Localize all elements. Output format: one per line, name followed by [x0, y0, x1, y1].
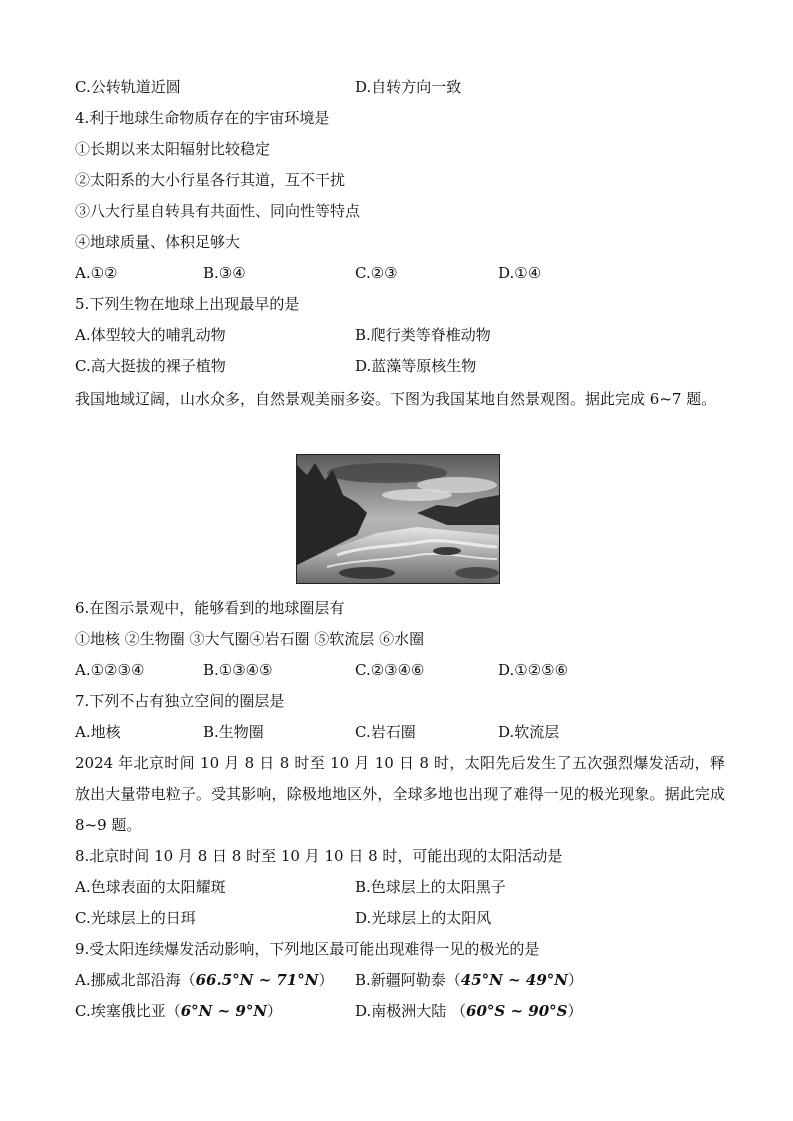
q4-option-b: B.③④	[203, 264, 246, 282]
q5-option-a: A.体型较大的哺乳动物	[75, 326, 226, 344]
intro-8-9: 2024 年北京时间 10 月 8 日 8 时至 10 月 10 日 8 时，太阳先后发生了五次强烈爆发活动，释放出大量带电粒子。受其影响，除极地地区外，全球多地也出现了难得一见的极光现象。据此完成 8~9 题。	[75, 754, 725, 834]
q6-option-d: D.①②⑤⑥	[498, 661, 569, 679]
q6-option-c: C.②③④⑥	[355, 661, 425, 679]
q3-options	[75, 77, 735, 97]
q9-option-b-label: B.新疆阿勒泰（	[355, 971, 461, 989]
q9-option-d	[355, 1001, 582, 1021]
q9-option-b	[355, 970, 583, 990]
q4-item-1: ①长期以来太阳辐射比较稳定	[75, 140, 271, 158]
q9-option-c	[75, 1001, 282, 1021]
q3-option-d: D.自转方向一致	[355, 78, 462, 96]
q4-stem: 4.利于地球生命物质存在的宇宙环境是	[75, 109, 330, 127]
q4-option-a: A.①②	[75, 264, 118, 282]
q9-option-a-range: 66.5°N ~ 71°N	[195, 971, 319, 989]
q7-option-d: D.软流层	[498, 723, 560, 741]
landscape-image	[297, 455, 499, 583]
q9-stem: 9.受太阳连续爆发活动影响，下列地区最可能出现难得一见的极光的是	[75, 940, 540, 958]
q9-option-d-label: D.南极洲大陆 （	[355, 1002, 467, 1020]
q7-option-a: A.地核	[75, 723, 121, 741]
q8-stem: 8.北京时间 10 月 8 日 8 时至 10 月 10 日 8 时，可能出现的太阳活动是	[75, 847, 563, 865]
q3-option-c: C.公转轨道近圆	[75, 78, 181, 96]
q9-option-a-close: ）	[318, 971, 334, 989]
q4-item-2: ②太阳系的大小行星各行其道，互不干扰	[75, 171, 346, 189]
q5-option-c: C.高大挺拔的裸子植物	[75, 357, 226, 375]
q5-options-row2	[75, 356, 735, 376]
q7-options	[75, 722, 735, 742]
q9-option-d-close: ）	[567, 1002, 583, 1020]
q6-option-a: A.①②③④	[75, 661, 145, 679]
q9-option-c-range: 6°N ~ 9°N	[180, 1002, 268, 1020]
q5-option-b: B.爬行类等脊椎动物	[355, 326, 491, 344]
q9-options-row2	[75, 1001, 735, 1021]
q6-items: ①地核 ②生物圈 ③大气圈④岩石圈 ⑤软流层 ⑥水圈	[75, 630, 425, 648]
q8-option-c: C.光球层上的日珥	[75, 909, 196, 927]
q8-options-row1	[75, 877, 735, 897]
q6-options	[75, 660, 735, 680]
q7-stem: 7.下列不占有独立空间的圈层是	[75, 692, 285, 710]
q6-option-b: B.①③④⑤	[203, 661, 273, 679]
q9-option-c-label: C.埃塞俄比亚（	[75, 1002, 181, 1020]
q9-option-a	[75, 970, 333, 990]
q9-option-c-close: ）	[267, 1002, 283, 1020]
q8-options-row2	[75, 908, 735, 928]
q9-option-d-range: 60°S ~ 90°S	[466, 1002, 568, 1020]
q8-option-a: A.色球表面的太阳耀斑	[75, 878, 226, 896]
q4-item-3: ③八大行星自转具有共面性、同向性等特点	[75, 202, 361, 220]
q9-option-a-label: A.挪威北部沿海（	[75, 971, 196, 989]
q4-option-c: C.②③	[355, 264, 398, 282]
q4-option-d: D.①④	[498, 264, 542, 282]
q8-option-b: B.色球层上的太阳黑子	[355, 878, 506, 896]
q7-option-b: B.生物圈	[203, 723, 264, 741]
q9-option-b-close: ）	[567, 971, 583, 989]
q5-option-d: D.蓝藻等原核生物	[355, 357, 477, 375]
q6-stem: 6.在图示景观中，能够看到的地球圈层有	[75, 599, 345, 617]
q8-option-d: D.光球层上的太阳风	[355, 909, 492, 927]
landscape-photo	[296, 454, 500, 584]
q5-options-row1	[75, 325, 735, 345]
q4-options	[75, 263, 735, 283]
q5-stem: 5.下列生物在地球上出现最早的是	[75, 295, 300, 313]
q4-item-4: ④地球质量、体积足够大	[75, 233, 241, 251]
q9-options-row1	[75, 970, 735, 990]
intro-6-7: 我国地域辽阔，山水众多，自然景观美丽多姿。下图为我国某地自然景观图。据此完成 6~7 题。	[75, 390, 717, 408]
q9-option-b-range: 45°N ~ 49°N	[460, 971, 568, 989]
q7-option-c: C.岩石圈	[355, 723, 416, 741]
